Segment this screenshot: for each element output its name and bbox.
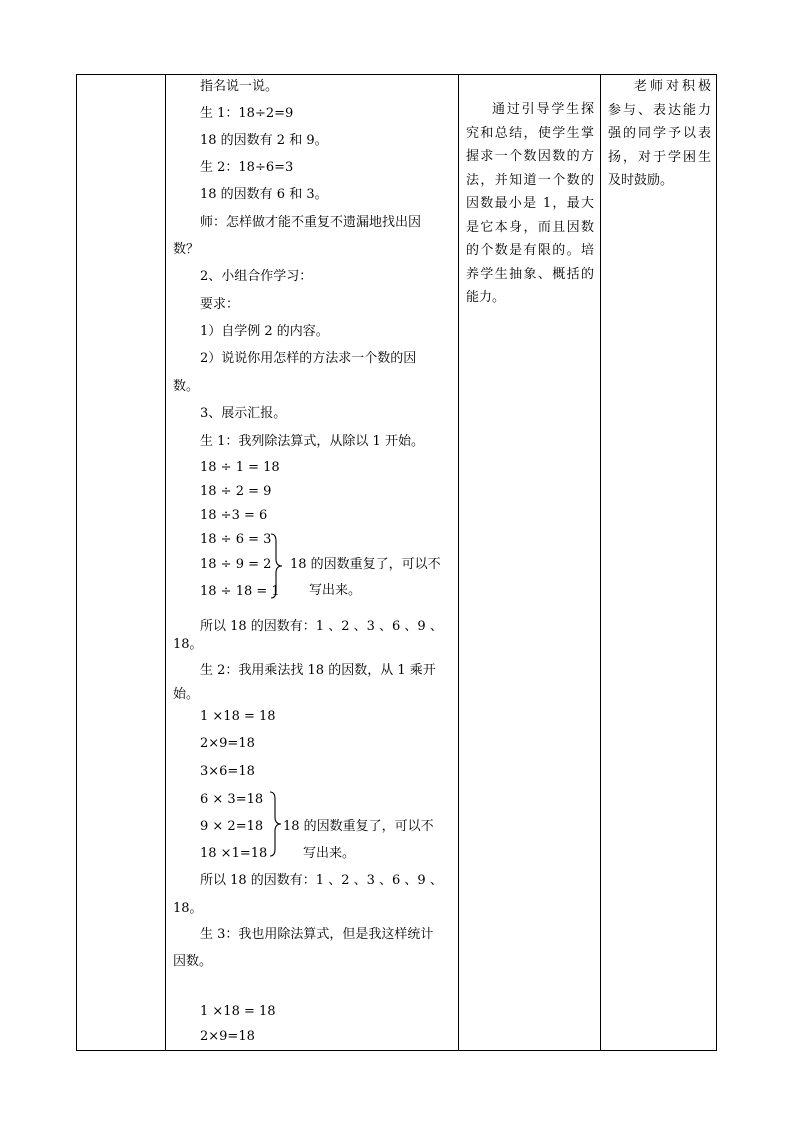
- text-line: 18 的因数有 2 和 9。: [200, 133, 328, 148]
- text-line: 2）说说你用怎样的方法求一个数的因: [200, 351, 417, 366]
- text-line: 18 的因数有 6 和 3。: [200, 187, 328, 202]
- equation: 3×6=18: [200, 764, 255, 779]
- equation: 18 ÷ 2 = 9: [200, 484, 272, 499]
- lesson-plan-table: [76, 74, 717, 1051]
- right-brace-icon: [269, 791, 283, 857]
- right-brace-icon: [270, 533, 284, 599]
- equation: 2×9=18: [200, 1029, 255, 1044]
- text-line: 所以 18 的因数有：1 、2 、3 、6 、9 、: [200, 873, 443, 888]
- note-text: 18 的因数重复了，可以不: [290, 557, 441, 572]
- note-text: 写出来。: [303, 846, 356, 861]
- note-text: 18 的因数重复了，可以不: [283, 819, 434, 834]
- equation: 6 × 3=18: [200, 792, 264, 807]
- equation: 18 ÷ 1 = 18: [200, 460, 280, 475]
- text-line: 数？: [173, 242, 200, 257]
- text-line: 1）自学例 2 的内容。: [200, 324, 329, 339]
- text-line: 生 3：我也用除法算式，但是我这样统计: [200, 927, 434, 942]
- text-line: 生 1：18÷2=9: [200, 106, 294, 121]
- evaluation-text: 老师对积极参与、表达能力强的同学予以表扬，对于学困生及时鼓励。: [608, 79, 711, 188]
- text-line: 因数。: [173, 954, 213, 969]
- equation: 9 × 2=18: [200, 819, 264, 834]
- text-line: 生 1：我列除法算式，从除以 1 开始。: [200, 434, 424, 449]
- equation: 2×9=18: [200, 736, 255, 751]
- text-line: 生 2：18÷6=3: [200, 160, 294, 175]
- text-line: 2、小组合作学习：: [200, 269, 313, 284]
- note-text: 写出来。: [309, 583, 362, 598]
- text-line: 18。: [173, 637, 203, 652]
- text-line: 所以 18 的因数有：1 、2 、3 、6 、9 、: [200, 619, 443, 634]
- text-line: 3、展示汇报。: [200, 406, 287, 421]
- equation: 18 ×1=18: [200, 846, 268, 861]
- column-divider: [600, 75, 601, 1050]
- equation: 1 ×18 = 18: [200, 1004, 276, 1019]
- equation: 18 ÷ 18 = 1: [200, 584, 280, 599]
- equation: 18 ÷3 = 6: [200, 508, 268, 523]
- text-line: 要求：: [200, 297, 240, 312]
- column-divider: [458, 75, 459, 1050]
- text-line: 指名说一说。: [200, 79, 279, 94]
- text-line: 师：怎样做才能不重复不遗漏地找出因: [200, 215, 422, 230]
- text-line: 18。: [173, 901, 203, 916]
- design-intent-text: 通过引导学生探究和总结，使学生掌握求一个数因数的方法，并知道一个数的因数最小是 1，最大是它本身，而且因数的个数是有限的。培养学生抽象、概括的能力。: [466, 102, 594, 305]
- equation: 1 ×18 = 18: [200, 709, 276, 724]
- text-line: 生 2：我用乘法找 18 的因数，从 1 乘开: [200, 663, 436, 678]
- equation: 18 ÷ 9 = 2: [200, 557, 272, 572]
- equation: 18 ÷ 6 = 3: [200, 532, 272, 547]
- column-divider: [165, 75, 166, 1050]
- text-line: 始。: [173, 687, 200, 702]
- text-line: 数。: [173, 379, 200, 394]
